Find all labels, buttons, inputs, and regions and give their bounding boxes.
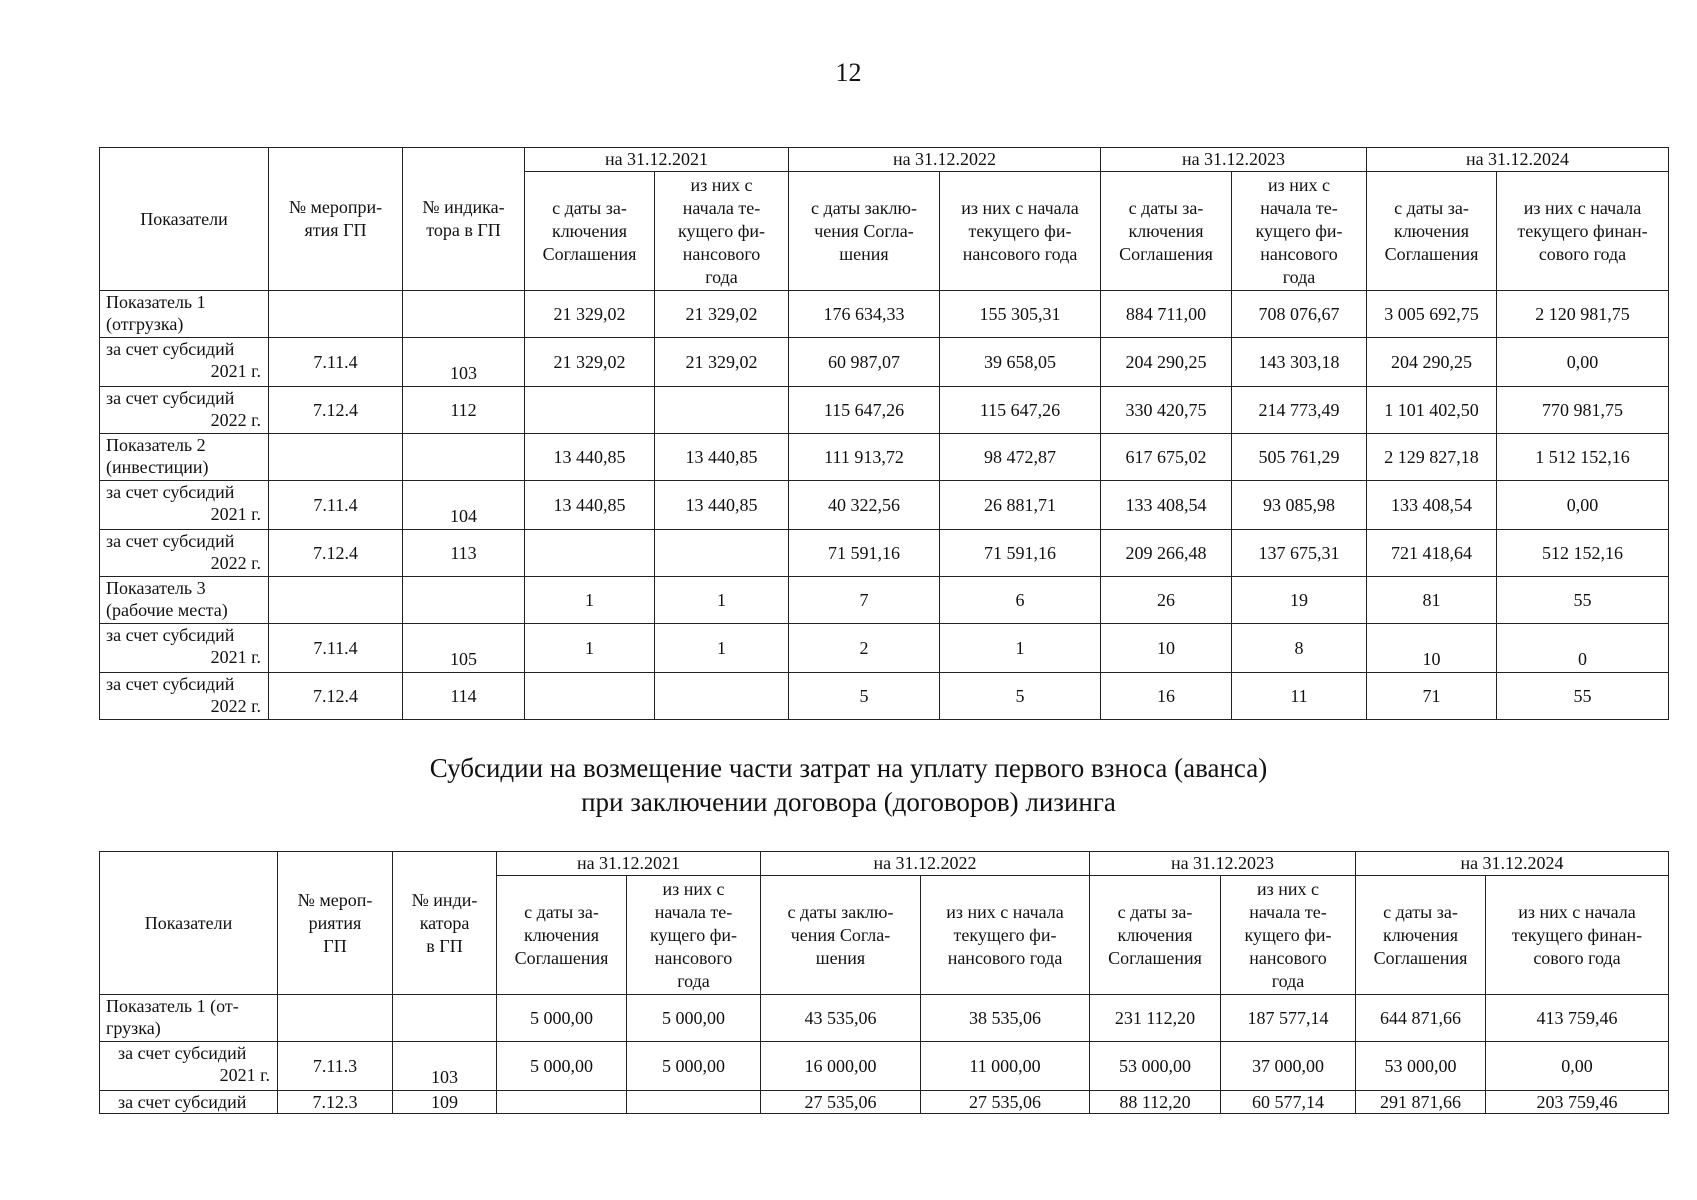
indicator-number-cell xyxy=(393,995,497,1042)
value-cell: 214 773,49 xyxy=(1232,387,1367,434)
header-date: на 31.12.2021 xyxy=(497,852,761,876)
row-label-line: за счет субсидий xyxy=(106,388,235,408)
header-subcolumn: с даты заклю- чения Согла- шения xyxy=(761,876,921,995)
value-cell: 71 xyxy=(1367,673,1497,720)
row-label-line: 2021 г. xyxy=(210,647,261,667)
value-cell: 26 881,71 xyxy=(940,481,1101,530)
value-cell: 10 xyxy=(1101,624,1232,673)
row-label xyxy=(100,338,269,387)
table-row xyxy=(100,1042,1669,1091)
value-cell: 53 000,00 xyxy=(1356,1042,1486,1091)
value-cell: 21 329,02 xyxy=(655,338,789,387)
row-label-line: Показатель 1 (от- xyxy=(106,996,239,1016)
event-number-cell xyxy=(269,291,403,338)
event-number-cell: 7.11.4 xyxy=(269,624,403,673)
value-cell xyxy=(655,387,789,434)
value-cell xyxy=(655,530,789,577)
value-cell: 40 322,56 xyxy=(789,481,940,530)
header-date: на 31.12.2023 xyxy=(1101,148,1367,172)
indicators-table-1 xyxy=(99,147,1669,720)
event-number-cell xyxy=(269,577,403,624)
row-label-line: (отгрузка) xyxy=(106,314,184,334)
value-cell: 8 xyxy=(1232,624,1367,673)
event-number-cell: 7.12.4 xyxy=(269,387,403,434)
value-cell: 204 290,25 xyxy=(1367,338,1497,387)
value-cell xyxy=(655,673,789,720)
header-subcolumn: из них с начала те- кущего фи- нансового года xyxy=(627,876,761,995)
indicator-number-cell xyxy=(403,577,525,624)
value-cell xyxy=(525,387,655,434)
value-cell: 231 112,20 xyxy=(1090,995,1221,1042)
header-subcolumn: из них с начала текущего финан- сового года xyxy=(1497,172,1669,291)
value-cell: 1 xyxy=(940,624,1101,673)
table-row xyxy=(100,434,1669,481)
value-cell: 39 658,05 xyxy=(940,338,1101,387)
value-cell: 27 535,06 xyxy=(921,1091,1090,1114)
value-cell: 708 076,67 xyxy=(1232,291,1367,338)
indicator-number-cell xyxy=(403,434,525,481)
value-cell: 5 000,00 xyxy=(627,995,761,1042)
event-number-cell: 7.12.4 xyxy=(269,530,403,577)
value-cell: 93 085,98 xyxy=(1232,481,1367,530)
header-subcolumn: с даты за- ключения Соглашения xyxy=(525,172,655,291)
header-event-no: № меропри- ятия ГП xyxy=(269,148,403,291)
indicators-table-2 xyxy=(99,851,1669,1114)
value-cell: 0,00 xyxy=(1497,338,1669,387)
value-cell: 7 xyxy=(789,577,940,624)
value-cell: 5 xyxy=(789,673,940,720)
header-date: на 31.12.2022 xyxy=(789,148,1101,172)
value-cell: 55 xyxy=(1497,673,1669,720)
value-cell: 13 440,85 xyxy=(655,481,789,530)
value-cell: 512 152,16 xyxy=(1497,530,1669,577)
value-cell: 13 440,85 xyxy=(525,434,655,481)
value-cell: 11 xyxy=(1232,673,1367,720)
header-subcolumn: с даты за- ключения Соглашения xyxy=(1367,172,1497,291)
value-cell: 2 120 981,75 xyxy=(1497,291,1669,338)
row-label xyxy=(100,673,269,720)
row-label-line: 2021 г. xyxy=(219,1065,270,1085)
row-label-line: грузка) xyxy=(106,1018,161,1038)
header-subcolumn: из них с начала те- кущего фи- нансового года xyxy=(1232,172,1367,291)
value-cell: 413 759,46 xyxy=(1486,995,1669,1042)
value-cell: 81 xyxy=(1367,577,1497,624)
section-title-line: при заключении договора (договоров) лизинга xyxy=(581,787,1116,817)
value-cell: 5 000,00 xyxy=(497,995,627,1042)
event-number-cell: 7.11.4 xyxy=(269,481,403,530)
value-cell: 55 xyxy=(1497,577,1669,624)
value-cell: 884 711,00 xyxy=(1101,291,1232,338)
value-cell: 1 xyxy=(655,577,789,624)
value-cell: 13 440,85 xyxy=(655,434,789,481)
value-cell: 98 472,87 xyxy=(940,434,1101,481)
value-cell xyxy=(525,673,655,720)
table-row xyxy=(100,338,1669,387)
value-cell xyxy=(525,530,655,577)
row-label-line: за счет субсидий xyxy=(106,625,235,645)
indicator-number-cell: 104 xyxy=(403,481,525,530)
table-row xyxy=(100,577,1669,624)
value-cell: 204 290,25 xyxy=(1101,338,1232,387)
value-cell: 10 xyxy=(1367,624,1497,673)
value-cell: 770 981,75 xyxy=(1497,387,1669,434)
value-cell: 60 577,14 xyxy=(1221,1091,1356,1114)
header-subcolumn: из них с начала те- кущего фи- нансового года xyxy=(1221,876,1356,995)
row-label xyxy=(100,291,269,338)
value-cell: 176 634,33 xyxy=(789,291,940,338)
value-cell: 133 408,54 xyxy=(1367,481,1497,530)
header-indicator-no: № инди- катора в ГП xyxy=(393,852,497,995)
header-date: на 31.12.2021 xyxy=(525,148,789,172)
header-subcolumn: с даты за- ключения Соглашения xyxy=(497,876,627,995)
value-cell: 1 xyxy=(525,577,655,624)
value-cell: 43 535,06 xyxy=(761,995,921,1042)
header-date: на 31.12.2023 xyxy=(1090,852,1356,876)
header-indicators: Показатели xyxy=(100,148,269,291)
value-cell: 0,00 xyxy=(1486,1042,1669,1091)
value-cell: 6 xyxy=(940,577,1101,624)
event-number-cell: 7.12.4 xyxy=(269,673,403,720)
table-row xyxy=(100,624,1669,673)
header-subcolumn: из них с начала текущего фи- нансового года xyxy=(921,876,1090,995)
row-label-line: 2021 г. xyxy=(210,504,261,524)
value-cell: 209 266,48 xyxy=(1101,530,1232,577)
header-indicator-no: № индика- тора в ГП xyxy=(403,148,525,291)
row-label xyxy=(100,995,278,1042)
indicator-number-cell: 109 xyxy=(393,1091,497,1114)
value-cell: 111 913,72 xyxy=(789,434,940,481)
section-title xyxy=(0,751,1697,819)
value-cell: 505 761,29 xyxy=(1232,434,1367,481)
row-label-line: 2022 г. xyxy=(210,553,261,573)
header-subcolumn: из них с начала текущего финан- сового года xyxy=(1486,876,1669,995)
indicator-number-cell: 114 xyxy=(403,673,525,720)
value-cell: 644 871,66 xyxy=(1356,995,1486,1042)
value-cell: 71 591,16 xyxy=(940,530,1101,577)
header-subcolumn: с даты заклю- чения Согла- шения xyxy=(789,172,940,291)
header-subcolumn: из них с начала текущего фи- нансового года xyxy=(940,172,1101,291)
table-row xyxy=(100,995,1669,1042)
value-cell: 5 xyxy=(940,673,1101,720)
row-label xyxy=(100,481,269,530)
header-subcolumn: из них с начала те- кущего фи- нансового года xyxy=(655,172,789,291)
row-label-line: за счет субсидий xyxy=(106,482,235,502)
table-row xyxy=(100,673,1669,720)
value-cell: 721 418,64 xyxy=(1367,530,1497,577)
value-cell: 0,00 xyxy=(1497,481,1669,530)
row-label xyxy=(100,1091,278,1114)
event-number-cell: 7.11.3 xyxy=(278,1042,393,1091)
row-label-line: за счет субсидий xyxy=(106,531,235,551)
value-cell: 53 000,00 xyxy=(1090,1042,1221,1091)
value-cell: 115 647,26 xyxy=(940,387,1101,434)
row-label xyxy=(100,577,269,624)
page-number: 12 xyxy=(835,58,862,87)
header-date: на 31.12.2024 xyxy=(1367,148,1669,172)
value-cell: 1 101 402,50 xyxy=(1367,387,1497,434)
header-date: на 31.12.2022 xyxy=(761,852,1090,876)
table-row xyxy=(100,291,1669,338)
value-cell: 27 535,06 xyxy=(761,1091,921,1114)
value-cell: 11 000,00 xyxy=(921,1042,1090,1091)
value-cell: 1 512 152,16 xyxy=(1497,434,1669,481)
header-subcolumn: с даты за- ключения Соглашения xyxy=(1101,172,1232,291)
row-label xyxy=(100,387,269,434)
value-cell: 21 329,02 xyxy=(655,291,789,338)
row-label-line: за счет субсидий xyxy=(106,674,235,694)
value-cell: 60 987,07 xyxy=(789,338,940,387)
section-title-line: Субсидии на возмещение части затрат на уплату первого взноса (аванса) xyxy=(429,753,1268,783)
indicator-number-cell xyxy=(403,291,525,338)
value-cell: 137 675,31 xyxy=(1232,530,1367,577)
row-label-line: (рабочие места) xyxy=(106,600,228,620)
table-row xyxy=(100,481,1669,530)
row-label xyxy=(100,1042,278,1091)
table-row xyxy=(100,530,1669,577)
value-cell: 0 xyxy=(1497,624,1669,673)
value-cell: 16 000,00 xyxy=(761,1042,921,1091)
value-cell: 2 xyxy=(789,624,940,673)
value-cell: 37 000,00 xyxy=(1221,1042,1356,1091)
value-cell: 5 000,00 xyxy=(497,1042,627,1091)
value-cell: 3 005 692,75 xyxy=(1367,291,1497,338)
row-label-line: (инвестиции) xyxy=(106,457,209,477)
value-cell: 115 647,26 xyxy=(789,387,940,434)
value-cell: 330 420,75 xyxy=(1101,387,1232,434)
header-event-no: № мероп- риятия ГП xyxy=(278,852,393,995)
value-cell xyxy=(627,1091,761,1114)
row-label xyxy=(100,530,269,577)
row-label-line: 2021 г. xyxy=(210,361,261,381)
row-label xyxy=(100,624,269,673)
indicator-number-cell: 113 xyxy=(403,530,525,577)
value-cell: 88 112,20 xyxy=(1090,1091,1221,1114)
row-label-line: 2022 г. xyxy=(210,696,261,716)
event-number-cell xyxy=(278,995,393,1042)
value-cell: 1 xyxy=(525,624,655,673)
indicator-number-cell: 112 xyxy=(403,387,525,434)
value-cell: 203 759,46 xyxy=(1486,1091,1669,1114)
indicator-number-cell: 105 xyxy=(403,624,525,673)
header-indicators: Показатели xyxy=(100,852,278,995)
row-label-line: за счет субсидий xyxy=(118,1092,247,1112)
value-cell: 16 xyxy=(1101,673,1232,720)
row-label-line: за счет субсидий xyxy=(118,1043,247,1063)
row-label-line: Показатель 2 xyxy=(106,435,206,455)
value-cell: 21 329,02 xyxy=(525,338,655,387)
value-cell: 21 329,02 xyxy=(525,291,655,338)
row-label xyxy=(100,434,269,481)
value-cell: 155 305,31 xyxy=(940,291,1101,338)
value-cell: 133 408,54 xyxy=(1101,481,1232,530)
event-number-cell: 7.11.4 xyxy=(269,338,403,387)
row-label-line: Показатель 3 xyxy=(106,578,206,598)
value-cell: 2 129 827,18 xyxy=(1367,434,1497,481)
value-cell: 38 535,06 xyxy=(921,995,1090,1042)
indicator-number-cell: 103 xyxy=(393,1042,497,1091)
row-label-line: за счет субсидий xyxy=(106,339,235,359)
value-cell xyxy=(497,1091,627,1114)
header-date: на 31.12.2024 xyxy=(1356,852,1669,876)
value-cell: 71 591,16 xyxy=(789,530,940,577)
indicator-number-cell: 103 xyxy=(403,338,525,387)
event-number-cell xyxy=(269,434,403,481)
value-cell: 187 577,14 xyxy=(1221,995,1356,1042)
row-label-line: Показатель 1 xyxy=(106,292,206,312)
value-cell: 19 xyxy=(1232,577,1367,624)
table-row xyxy=(100,387,1669,434)
value-cell: 26 xyxy=(1101,577,1232,624)
value-cell: 291 871,66 xyxy=(1356,1091,1486,1114)
value-cell: 1 xyxy=(655,624,789,673)
table-row xyxy=(100,1091,1669,1114)
value-cell: 13 440,85 xyxy=(525,481,655,530)
value-cell: 5 000,00 xyxy=(627,1042,761,1091)
header-subcolumn: с даты за- ключения Соглашения xyxy=(1356,876,1486,995)
value-cell: 143 303,18 xyxy=(1232,338,1367,387)
header-subcolumn: с даты за- ключения Соглашения xyxy=(1090,876,1221,995)
event-number-cell: 7.12.3 xyxy=(278,1091,393,1114)
value-cell: 617 675,02 xyxy=(1101,434,1232,481)
row-label-line: 2022 г. xyxy=(210,410,261,430)
